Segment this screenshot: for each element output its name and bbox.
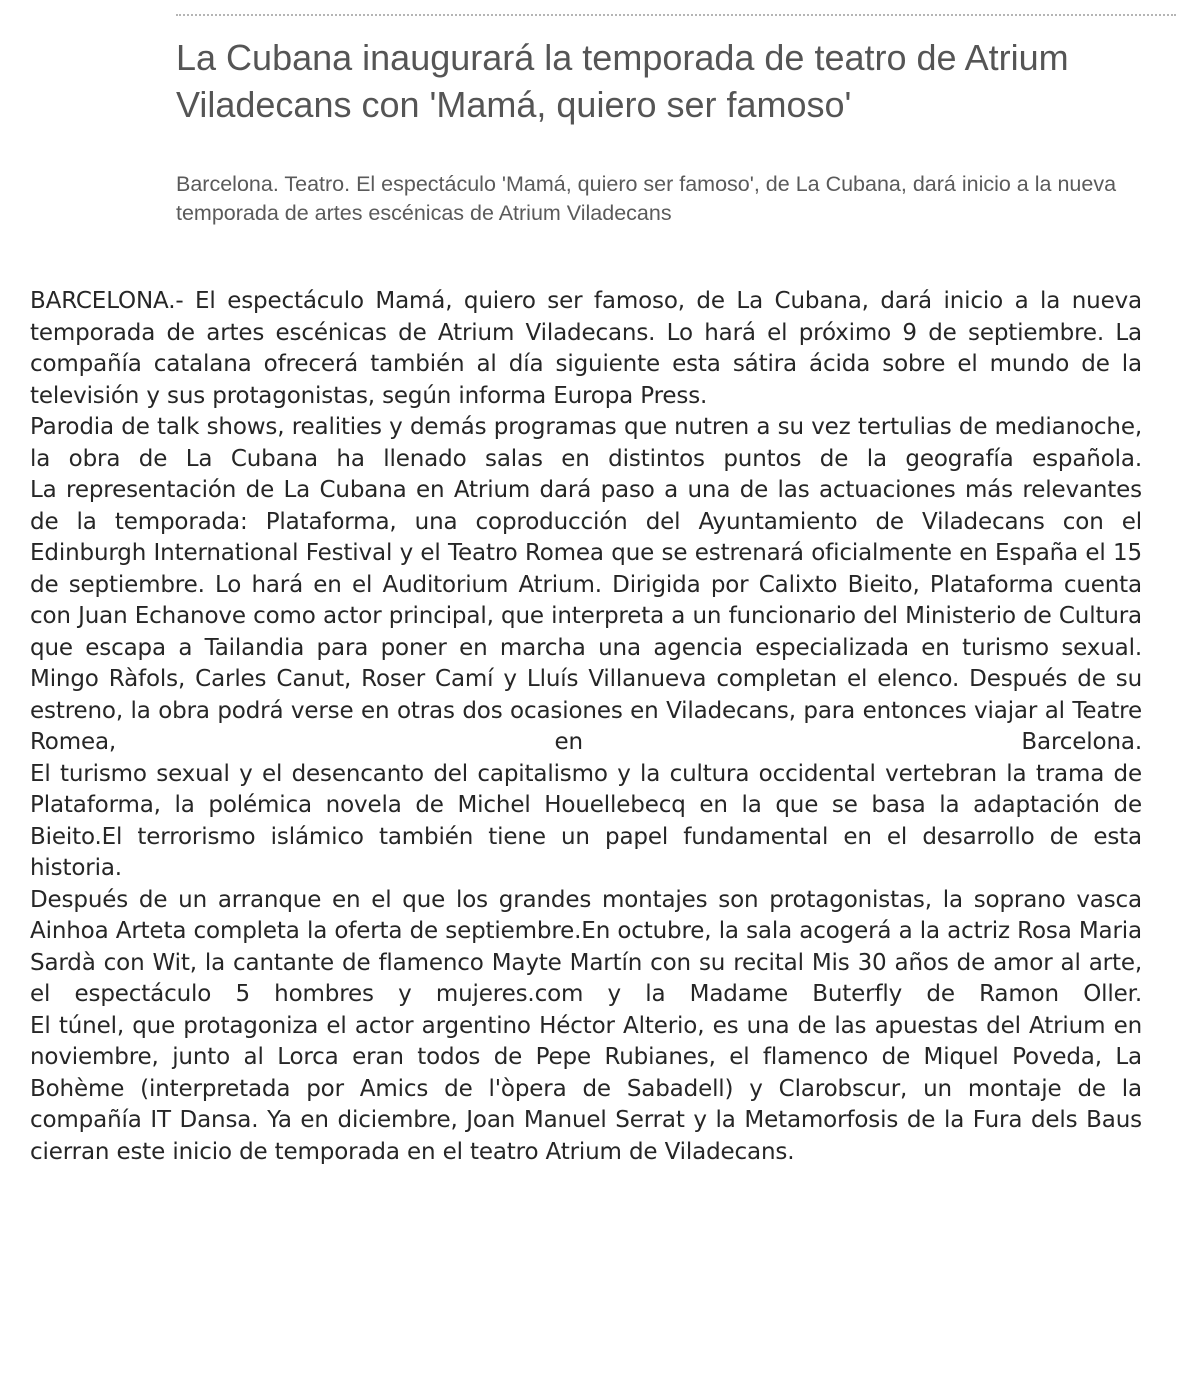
article-paragraph: El turismo sexual y el desencanto del capitalismo y la cultura occidental vertebran la trama de Plataforma, la polémica novela de Michel Houellebecq en la que se basa la adaptación de Bieito.El terrorismo islámico también tiene un papel fundamental en el desarrollo de esta historia. [30,760,1142,881]
article-headline: La Cubana inaugurará la temporada de teatro de Atrium Viladecans con 'Mamá, quiero ser famoso' [176,37,1069,125]
article-paragraph: Parodia de talk shows, realities y demás programas que nutren a su vez tertulias de medianoche, la obra de La Cubana ha llenado salas en distintos puntos de la geografía española. [30,414,1142,472]
article-paragraph: La representación de La Cubana en Atrium dará paso a una de las actuaciones más relevantes de la temporada: Plataforma, una coproducción del Ayuntamiento de Viladecans con el Edinburgh International Festival y el Teatro Romea que se estrenará oficialmente en España el 15 de septiembre. Lo hará en el Auditorium Atrium. Dirigida por Calixto Bieito, Plataforma cuenta con Juan Echanove como actor principal, que interpreta a un funcionario del Ministerio de Cultura que escapa a Tailandia para poner en marcha una agencia especializada en turismo sexual. Mingo Ràfols, Carles Canut, Roser Camí y Lluís Villanueva completan el elenco. Después de su estreno, la obra podrá verse en otras dos ocasiones en Viladecans, para entonces viajar al Teatre Romea, en Barcelona. [30,477,1142,755]
article-lead: Barcelona. Teatro. El espectáculo 'Mamá, quiero ser famoso', de La Cubana, dará inicio a la nueva temporada de artes escénicas de Atrium Viladecans [176,172,1117,225]
article-paragraph: BARCELONA.- El espectáculo Mamá, quiero ser famoso, de La Cubana, dará inicio a la nueva temporada de artes escénicas de Atrium Viladecans. Lo hará el próximo 9 de septiembre. La compañía catalana ofrecerá también al día siguiente esta sátira ácida sobre el mundo de la televisión y sus protagonistas, según informa Europa Press. [30,288,1142,409]
article-paragraph: El túnel, que protagoniza el actor argentino Héctor Alterio, es una de las apuestas del Atrium en noviembre, junto al Lorca eran todos de Pepe Rubianes, el flamenco de Miquel Poveda, La Bohème (interpretada por Amics de l'òpera de Sabadell) y Clarobscur, un montaje de la compañía IT Dansa. Ya en diciembre, Joan Manuel Serrat y la Metamorfosis de la Fura dels Baus cierran este inicio de temporada en el teatro Atrium de Viladecans. [30,1012,1142,1165]
top-dotted-rule [176,14,1176,16]
article-body [30,286,1142,1168]
article-paragraph: Después de un arranque en el que los grandes montajes son protagonistas, la soprano vasca Ainhoa Arteta completa la oferta de septiembre.En octubre, la sala acogerá a la actriz Rosa Maria Sardà con Wit, la cantante de flamenco Mayte Martín con su recital Mis 30 años de amor al arte, el espectáculo 5 hombres y mujeres.com y la Madame Buterfly de Ramon Oller. [30,886,1142,1007]
